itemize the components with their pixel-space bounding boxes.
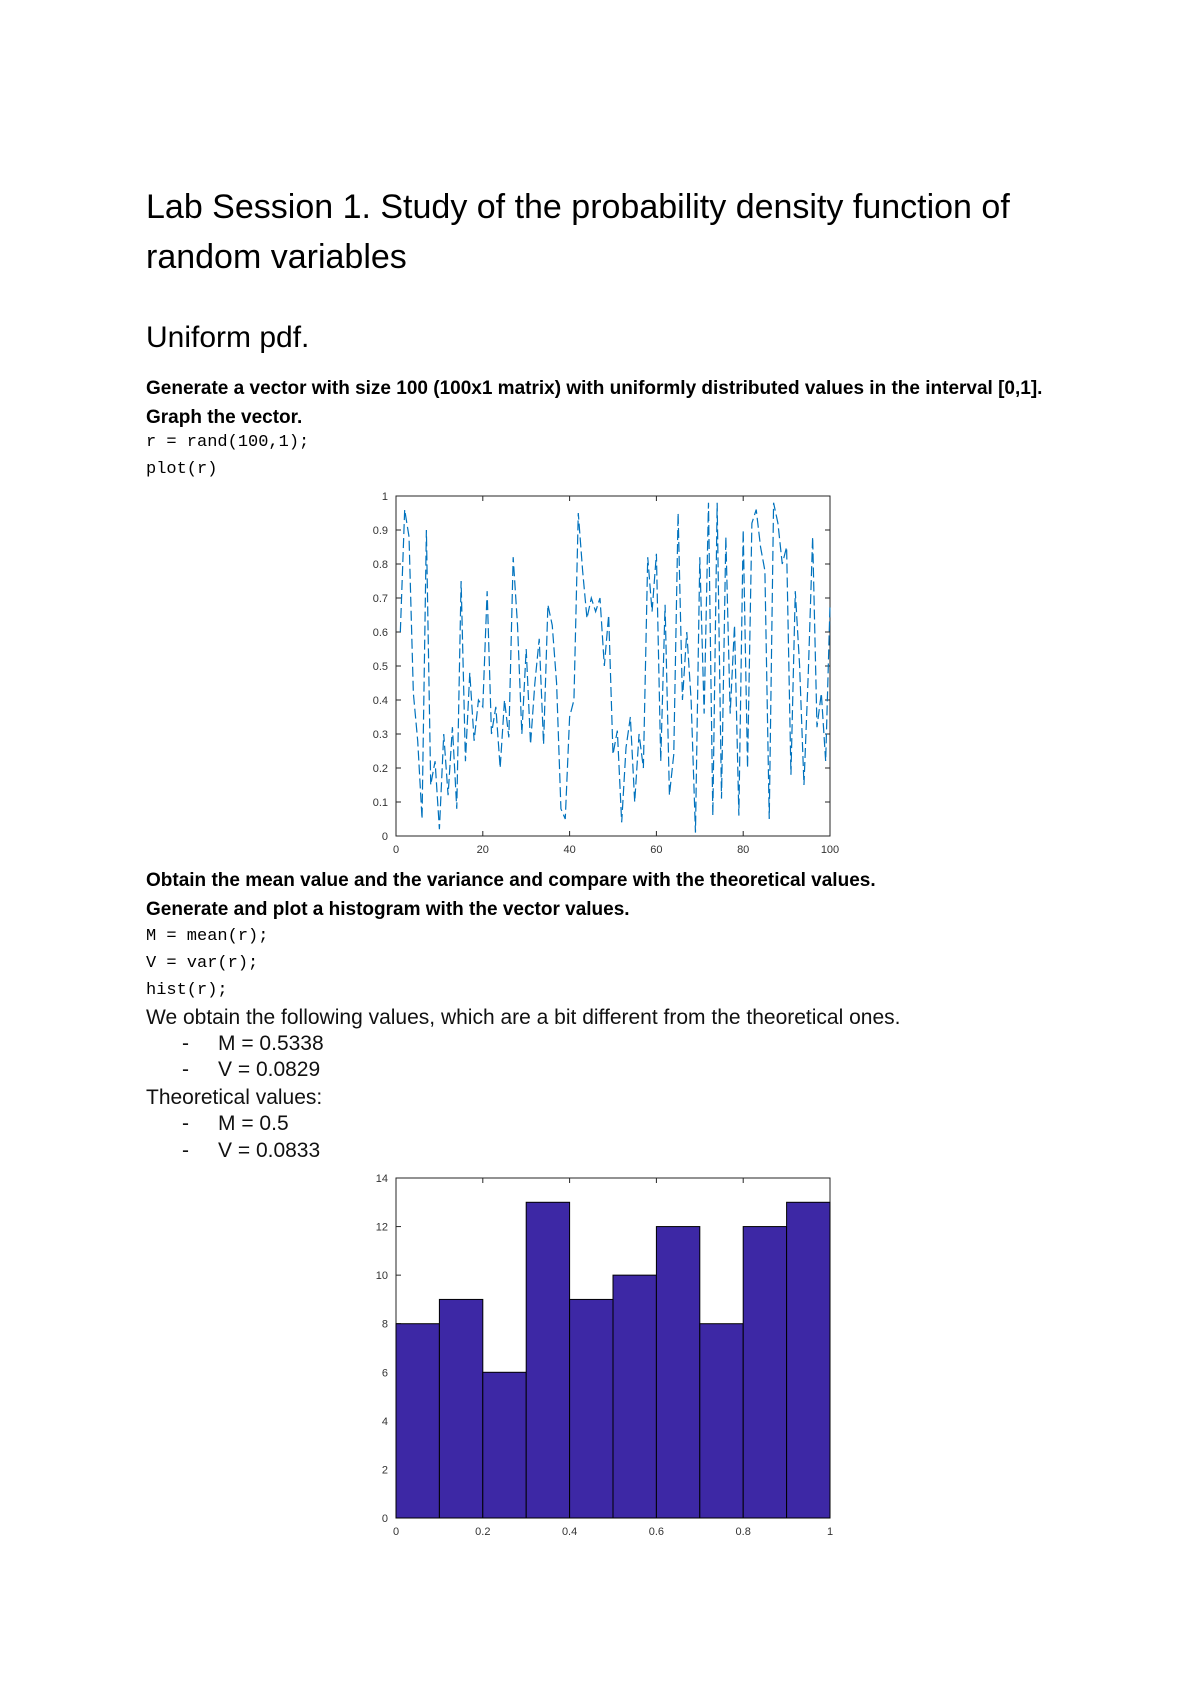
- list-item: [182, 1057, 320, 1083]
- histogram-bar: [700, 1324, 743, 1518]
- page-title: Lab Session 1. Study of the probability density function of random variables: [146, 188, 1010, 276]
- x-tick-label: 60: [650, 844, 663, 856]
- section-heading: Uniform pdf.: [146, 321, 310, 354]
- y-tick-label: 1: [381, 491, 388, 503]
- task-instruction-3: Generate and plot a histogram with the vector values.: [146, 899, 630, 920]
- obtained-mean: M = 0.5338: [218, 1032, 324, 1055]
- bullet-mark: -: [182, 1112, 189, 1135]
- bullet-mark: -: [182, 1032, 189, 1055]
- histogram-bar: [570, 1299, 613, 1518]
- theoretical-variance: V = 0.0833: [218, 1139, 321, 1162]
- x-tick-label: 0.8: [735, 1526, 751, 1538]
- code-line: plot(r): [146, 460, 218, 479]
- x-tick-label: 40: [563, 844, 576, 856]
- x-tick-label: 0: [392, 1526, 400, 1538]
- x-tick-label: 1: [826, 1526, 834, 1538]
- x-tick-label: 20: [476, 844, 489, 856]
- x-tick-label: 0.6: [648, 1526, 665, 1538]
- histogram-bar: [483, 1372, 526, 1518]
- y-tick-label: 0.3: [372, 729, 388, 741]
- y-tick-label: 0.5: [372, 661, 388, 673]
- result-intro-text: We obtain the following values, which are a bit different from the theoretical ones.: [146, 1006, 901, 1029]
- y-tick-label: 0.7: [372, 593, 388, 605]
- x-tick-label: 100: [820, 844, 840, 856]
- list-item: [182, 1138, 320, 1164]
- histogram-bar: [396, 1324, 439, 1518]
- bullet-mark: -: [182, 1139, 189, 1162]
- data-line: [400, 503, 830, 833]
- y-tick-label: 2: [381, 1464, 388, 1477]
- y-tick-label: 0.1: [372, 797, 388, 809]
- y-tick-label: 0.9: [372, 525, 388, 537]
- histogram-bar: [613, 1275, 656, 1518]
- obtained-variance: V = 0.0829: [218, 1058, 321, 1081]
- histogram-bar: [743, 1227, 786, 1518]
- histogram-bar: [526, 1202, 569, 1518]
- y-tick-label: 0.8: [372, 559, 388, 571]
- code-line: hist(r);: [146, 981, 228, 1000]
- list-item: [182, 1031, 324, 1057]
- y-tick-label: 0: [381, 1513, 388, 1525]
- y-tick-label: 14: [375, 1173, 388, 1185]
- histogram-plot: [360, 1164, 840, 1540]
- bullet-mark: -: [182, 1058, 189, 1081]
- histogram-bar: [439, 1299, 482, 1518]
- x-tick-label: 0.4: [561, 1526, 578, 1538]
- code-line: M = mean(r);: [146, 927, 269, 946]
- histogram-bar: [656, 1227, 699, 1518]
- task-instruction-2: Obtain the mean value and the variance and compare with the theoretical values.: [146, 870, 876, 891]
- y-tick-label: 0.2: [372, 763, 388, 775]
- code-line: r = rand(100,1);: [146, 433, 310, 452]
- y-tick-label: 6: [381, 1367, 388, 1380]
- y-tick-label: 8: [381, 1318, 388, 1331]
- y-tick-label: 4: [381, 1415, 388, 1428]
- random-vector-line-plot: [360, 486, 840, 860]
- task-instruction-1: Generate a vector with size 100 (100x1 matrix) with uniformly distributed values in the interval [0,1]. Graph the vector.: [146, 378, 1043, 428]
- list-item: [182, 1111, 289, 1137]
- x-tick-label: 0.2: [475, 1526, 491, 1538]
- y-tick-label: 0.4: [372, 695, 388, 707]
- axes-frame: [396, 496, 830, 836]
- y-tick-label: 10: [375, 1270, 388, 1283]
- y-tick-label: 0: [381, 831, 388, 843]
- y-tick-label: 0.6: [372, 627, 388, 639]
- x-tick-label: 80: [737, 844, 750, 856]
- histogram-bar: [787, 1202, 830, 1518]
- theoretical-label: Theoretical values:: [146, 1086, 323, 1109]
- y-tick-label: 12: [375, 1221, 388, 1234]
- theoretical-mean: M = 0.5: [218, 1112, 289, 1135]
- code-line: V = var(r);: [146, 954, 259, 973]
- x-tick-label: 0: [392, 844, 400, 856]
